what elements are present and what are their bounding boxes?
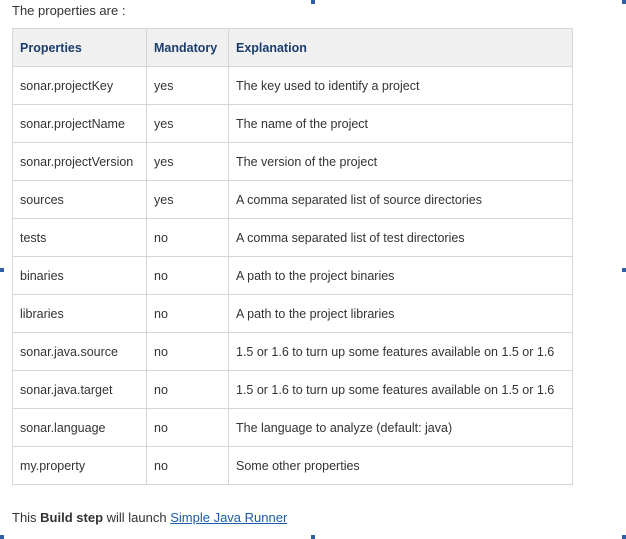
footer-prefix: This	[12, 510, 41, 525]
mandatory-cell: no	[147, 371, 229, 409]
column-header-mandatory: Mandatory	[147, 29, 229, 67]
selection-handle-bottom-right[interactable]	[622, 535, 626, 539]
mandatory-cell: no	[147, 333, 229, 371]
mandatory-cell: no	[147, 219, 229, 257]
property-name-cell: tests	[13, 219, 147, 257]
table-row	[13, 257, 573, 295]
explanation-cell: A comma separated list of source directories	[229, 181, 573, 219]
selection-handle-bottom-middle[interactable]	[311, 535, 315, 539]
build-step-label: Build step	[40, 510, 104, 525]
property-name-cell: sonar.java.target	[13, 371, 147, 409]
property-name-cell: sources	[13, 181, 147, 219]
explanation-cell: The language to analyze (default: java)	[229, 409, 573, 447]
mandatory-cell: no	[147, 447, 229, 485]
explanation-cell: 1.5 or 1.6 to turn up some features available on 1.5 or 1.6	[229, 371, 573, 409]
property-name-cell: sonar.projectKey	[13, 67, 147, 105]
intro-text: The properties are :	[12, 3, 126, 18]
property-name-cell: binaries	[13, 257, 147, 295]
selection-handle-top-right[interactable]	[622, 0, 626, 4]
explanation-cell: 1.5 or 1.6 to turn up some features available on 1.5 or 1.6	[229, 333, 573, 371]
column-header-explanation: Explanation	[229, 29, 573, 67]
table-row	[13, 409, 573, 447]
explanation-cell: A path to the project binaries	[229, 257, 573, 295]
mandatory-cell: yes	[147, 181, 229, 219]
mandatory-cell: no	[147, 295, 229, 333]
table-row	[13, 181, 573, 219]
property-name-cell: libraries	[13, 295, 147, 333]
table-header-row	[13, 29, 573, 67]
explanation-cell: The version of the project	[229, 143, 573, 181]
properties-table	[12, 28, 573, 485]
table-row	[13, 219, 573, 257]
mandatory-cell: yes	[147, 67, 229, 105]
table-row	[13, 105, 573, 143]
table-row	[13, 333, 573, 371]
selection-handle-left-middle[interactable]	[0, 268, 4, 272]
explanation-cell: A path to the project libraries	[229, 295, 573, 333]
explanation-cell: A comma separated list of test directories	[229, 219, 573, 257]
property-name-cell: my.property	[13, 447, 147, 485]
table-row	[13, 371, 573, 409]
property-name-cell: sonar.language	[13, 409, 147, 447]
mandatory-cell: no	[147, 257, 229, 295]
selection-handle-top-middle[interactable]	[311, 0, 315, 4]
table-row	[13, 295, 573, 333]
explanation-cell: Some other properties	[229, 447, 573, 485]
property-name-cell: sonar.projectName	[13, 105, 147, 143]
mandatory-cell: no	[147, 409, 229, 447]
explanation-cell: The name of the project	[229, 105, 573, 143]
footer-middle: will launch	[103, 510, 171, 525]
table-row	[13, 143, 573, 181]
mandatory-cell: yes	[147, 143, 229, 181]
mandatory-cell: yes	[147, 105, 229, 143]
simple-java-runner-link[interactable]: Simple Java Runner	[170, 510, 288, 525]
table-row	[13, 67, 573, 105]
property-name-cell: sonar.projectVersion	[13, 143, 147, 181]
table-row	[13, 447, 573, 485]
column-header-properties: Properties	[13, 29, 147, 67]
explanation-cell: The key used to identify a project	[229, 67, 573, 105]
selection-handle-bottom-left[interactable]	[0, 535, 4, 539]
footer-text	[12, 509, 287, 527]
property-name-cell: sonar.java.source	[13, 333, 147, 371]
selection-handle-right-middle[interactable]	[622, 268, 626, 272]
